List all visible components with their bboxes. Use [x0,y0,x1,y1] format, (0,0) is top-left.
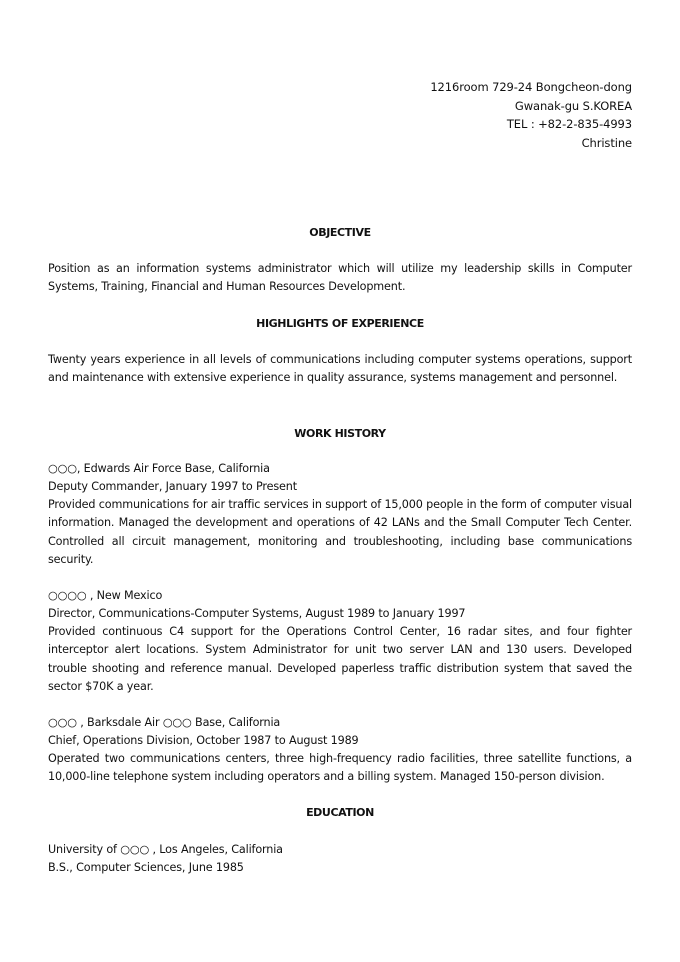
objective-heading: OBJECTIVE [309,226,371,239]
highlights-text: Twenty years experience in all levels of communications including computer systems operations, support and maintenance with extensive experience in quality assurance, systems management and personnel. [48,353,632,385]
work-history-heading: WORK HISTORY [294,427,386,440]
address-line-1: 1216room 729-24 Bongcheon-dong [430,80,632,94]
education-degree: B.S., Computer Sciences, June 1985 [48,861,244,874]
highlights-heading: HIGHLIGHTS OF EXPERIENCE [256,317,424,330]
contact-block [312,78,632,152]
applicant-name: Christine [581,135,632,150]
job-1-description: Provided communications for air traffic services in support of 15,000 people in the form of computer visual information. Managed the development and operations of 42 LANs and the Small Computer Tech Center. Controlled all circuit management, monitoring and troubleshooting, including base communications security. [48,498,632,567]
phone-number: TEL : +82-2-835-4993 [506,117,632,131]
education-school: University of ○○○ , Los Angeles, California [48,843,283,856]
job-1-employer: ○○○, Edwards Air Force Base, California [48,462,270,475]
job-1-title: Deputy Commander, January 1997 to Present [48,480,297,493]
job-3-title: Chief, Operations Division, October 1987 to August 1989 [48,734,359,747]
job-2-title: Director, Communications-Computer Systems, August 1989 to January 1997 [48,607,466,620]
address-line-2: Gwanak-gu S.KOREA [514,98,632,113]
job-3-description: Operated two communications centers, three high-frequency radio facilities, three satellite functions, a 10,000-line telephone system including operators and a billing system. Managed 150-person division. [48,752,632,784]
job-2-employer: ○○○○ , New Mexico [48,589,163,602]
job-3-employer: ○○○ , Barksdale Air ○○○ Base, California [48,716,281,729]
education-heading: EDUCATION [306,806,374,819]
objective-text: Position as an information systems administrator which will utilize my leadership skills in Computer Systems, Training, Financial and Human Resources Development. [48,262,632,294]
job-2-description: Provided continuous C4 support for the Operations Control Center, 16 radar sites, and four fighter interceptor alert locations. System Administrator for unit two server LAN and 130 users. Developed trouble shooting and reference manual. Developed paperless traffic distribution system that saved the sector $70K a year. [48,625,632,694]
